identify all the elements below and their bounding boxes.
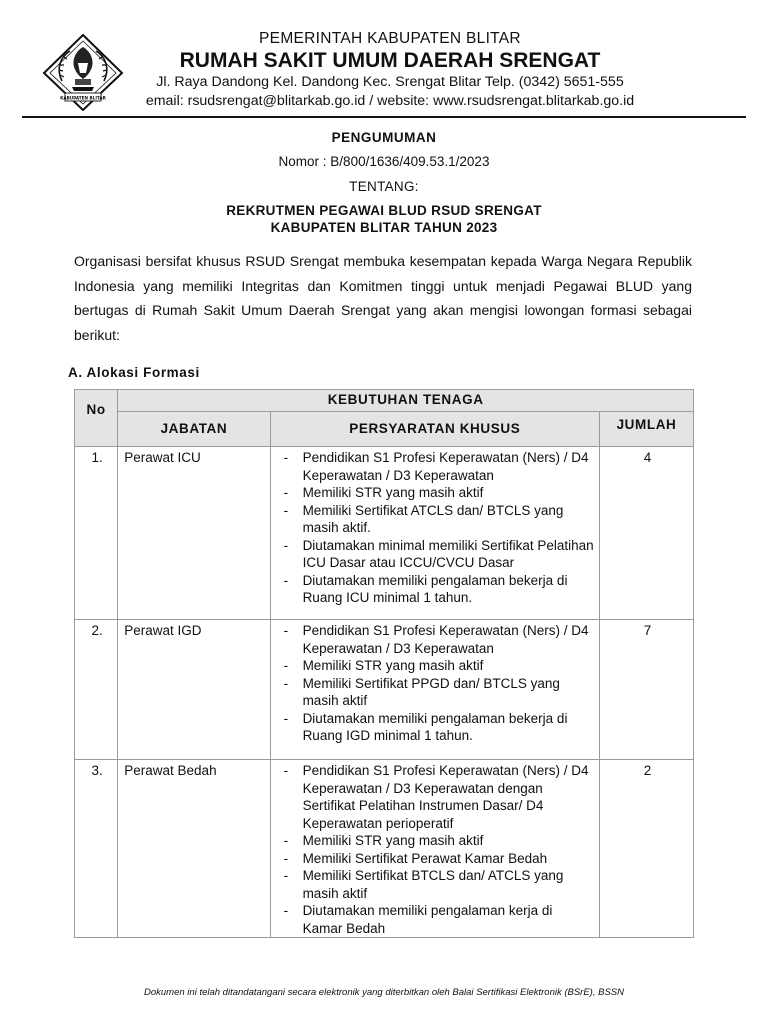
- formation-table: [74, 389, 694, 938]
- requirements-list: [277, 449, 595, 607]
- announcement-about-label: TENTANG:: [349, 179, 419, 194]
- requirement-item: - Memiliki Sertifikat Perawat Kamar Bedah: [277, 850, 595, 868]
- header-count: JUMLAH: [600, 412, 694, 447]
- table-header-row: [75, 390, 694, 412]
- row-requirements: [270, 620, 599, 760]
- requirement-item: - Pendidikan S1 Profesi Keperawatan (Ners) / D4 Keperawatan / D3 Keperawatan: [277, 449, 595, 484]
- subject-line-1: REKRUTMEN PEGAWAI BLUD RSUD SRENGAT: [226, 203, 542, 218]
- row-number: 3.: [75, 760, 118, 938]
- requirement-item: - Memiliki STR yang masih aktif: [277, 832, 595, 850]
- letterhead: [0, 0, 768, 120]
- header-needs: KEBUTUHAN TENAGA: [118, 390, 694, 412]
- requirement-item: - Memiliki Sertifikat PPGD dan/ BTCLS yang masih aktif: [277, 675, 595, 710]
- institution-contact: email: rsudsrengat@blitarkab.go.id / website: www.rsudsrengat.blitarkab.go.id: [145, 93, 635, 109]
- requirement-item: - Pendidikan S1 Profesi Keperawatan (Ners) / D4 Keperawatan / D3 Keperawatan dengan Sertifikat Pelatihan Instrumen Dasar/ D4 Keperawatan perioperatif: [277, 762, 595, 832]
- requirement-item: - Diutamakan minimal memiliki Sertifikat Pelatihan ICU Dasar atau ICCU/CVCU Dasar: [277, 537, 595, 572]
- row-position: Perawat ICU: [118, 447, 270, 620]
- requirements-list: [277, 762, 595, 937]
- row-requirements: [270, 447, 599, 620]
- requirement-item: - Memiliki STR yang masih aktif: [277, 484, 595, 502]
- row-count: 2: [600, 760, 694, 938]
- announcement-subject: [0, 202, 768, 236]
- government-name: PEMERINTAH KABUPATEN BLITAR: [259, 30, 521, 47]
- header-position: JABATAN: [118, 412, 270, 447]
- row-count: 4: [600, 447, 694, 620]
- table-row: [75, 620, 694, 760]
- esignature-footer-note: Dokumen ini telah ditandatangani secara elektronik yang diterbitkan oleh Balai Sertifikasi Elektronik (BSrE), BSSN: [144, 987, 624, 998]
- institution-name: RUMAH SAKIT UMUM DAERAH SRENGAT: [179, 49, 601, 72]
- subject-line-2: KABUPATEN BLITAR TAHUN 2023: [270, 220, 498, 235]
- header-no: No: [75, 390, 118, 447]
- row-position: Perawat Bedah: [118, 760, 270, 938]
- announcement-number: Nomor : B/800/1636/409.53.1/2023: [278, 154, 490, 169]
- header-requirements: PERSYARATAN KHUSUS: [270, 412, 599, 447]
- requirement-item: - Memiliki STR yang masih aktif: [277, 657, 595, 675]
- requirement-item: - Memiliki Sertifikat ATCLS dan/ BTCLS yang masih aktif.: [277, 502, 595, 537]
- row-count: 7: [600, 620, 694, 760]
- row-number: 1.: [75, 447, 118, 620]
- requirement-item: - Diutamakan memiliki pengalaman bekerja di Ruang IGD minimal 1 tahun.: [277, 710, 595, 745]
- intro-paragraph: Organisasi bersifat khusus RSUD Srengat membuka kesempatan kepada Warga Negara Republik Indonesia yang memiliki Integritas dan Komitmen tinggi untuk menjadi Pegawai BLUD yang bertugas di Rumah Sakit Umum Daerah Srengat yang akan mengisi lowongan formasi sebagai berikut:: [74, 253, 692, 343]
- row-position: Perawat IGD: [118, 620, 270, 760]
- kabupaten-blitar-emblem-icon: [42, 33, 124, 111]
- requirements-list: [277, 622, 595, 745]
- table-subheader-row: [75, 412, 694, 447]
- institution-address: Jl. Raya Dandong Kel. Dandong Kec. Srengat Blitar Telp. (0342) 5651-555: [156, 74, 624, 90]
- emblem-caption: KABUPATEN BLITAR: [60, 95, 106, 101]
- row-requirements: [270, 760, 599, 938]
- letterhead-text: [130, 30, 650, 111]
- announcement-title: PENGUMUMAN: [331, 130, 437, 145]
- requirement-item: - Diutamakan memiliki pengalaman kerja di Kamar Bedah: [277, 902, 595, 937]
- letterhead-divider: [22, 116, 746, 118]
- row-number: 2.: [75, 620, 118, 760]
- table-row: [75, 447, 694, 620]
- section-a-heading: A. Alokasi Formasi: [68, 365, 200, 380]
- requirement-item: - Pendidikan S1 Profesi Keperawatan (Ners) / D4 Keperawatan / D3 Keperawatan: [277, 622, 595, 657]
- requirement-item: - Memiliki Sertifikat BTCLS dan/ ATCLS yang masih aktif: [277, 867, 595, 902]
- requirement-item: - Diutamakan memiliki pengalaman bekerja di Ruang ICU minimal 1 tahun.: [277, 572, 595, 607]
- table-row: [75, 760, 694, 938]
